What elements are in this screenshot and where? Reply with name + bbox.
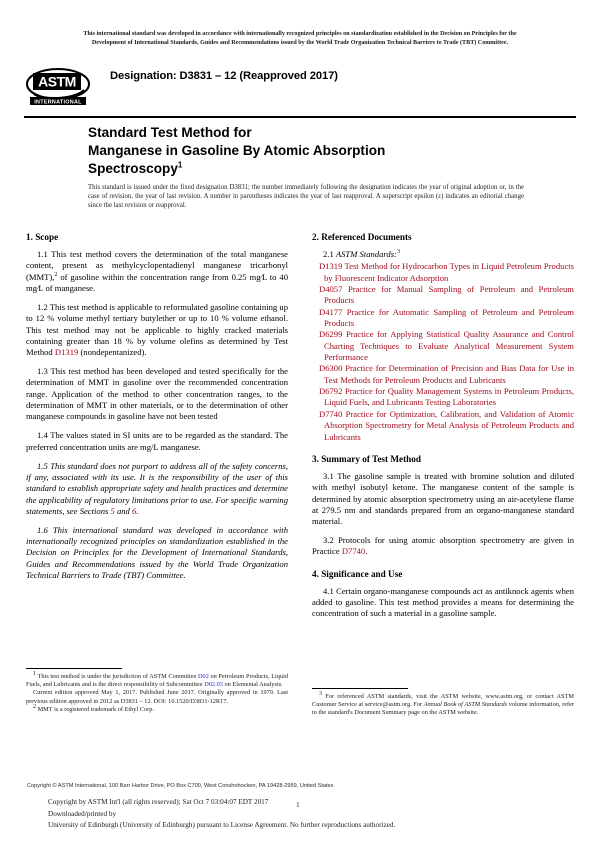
footnote-3: $^3$ For referenced ASTM standards, visit the ASTM website, www.astm.org, or contact ASTM Customer Service at service@astm.org. For Annual Book of ASTM Standards volume information, refer to the standard's Document Summary page on the ASTM website. [312,690,575,717]
astm-standards-footnote-marker: 3 [396,249,400,256]
link-d02[interactable]: D02 [198,673,209,680]
footnote-2: $^2$ MMT is a registered trademark of Ethyl Corp. [33,703,154,713]
footnote-divider-right [312,688,408,689]
footnotes-right [312,690,575,718]
paragraph-4-1: 4.1 Certain organo-manganese compounds act as antiknock agents when added to gasoline. This test method provides a means for determining the concentration of such a material in a gasoline sample. [312,585,574,619]
download-stamp [48,797,518,832]
reference-title: Practice for Determination of Precision and Bias Data for Use in Test Methods for Petroleum Products and Lubricants [324,363,575,385]
section-heading-referenced-documents: 2. Referenced Documents [312,232,412,242]
link-d4177[interactable]: D4177 [319,306,343,317]
link-section-6[interactable]: 6 [131,505,137,516]
masthead-divider [24,116,576,118]
link-d6300[interactable]: D6300 [319,363,343,374]
list-item[interactable] [312,307,574,330]
svg-text:ASTM: ASTM [38,73,76,90]
link-d7740[interactable]: D7740 [319,408,343,419]
link-d1319[interactable]: D1319 [54,347,79,358]
astm-logo-icon [24,66,92,112]
reference-title: Practice for Optimization, Calibration, and Validation of Atomic Absorption Spectrometry for Metal Analysis of Petroleum Products and Lubricants [324,408,575,442]
copyright-line: Copyright © ASTM International, 100 Barr Harbor Drive, PO Box C700, West Conshohocken, PA 19428-2959, United States [27,783,334,789]
download-stamp-line-1: Copyright by ASTM Int'l (all rights reserved); Sat Oct 7 03:04:07 EDT 2017 [48,798,269,806]
referenced-documents-list [312,261,574,443]
list-item[interactable] [312,386,574,409]
reference-title: Practice for Applying Statistical Quality Assurance and Control Charting Techniques to Evaluate Analytical Measurement System Performance [324,329,574,363]
footnotes-left [26,670,288,714]
section-heading-summary: 3. Summary of Test Method [312,453,421,464]
paragraph-1-2: 1.2 This test method is applicable to reformulated gasoline containing up to 12 % volume methyl tertiary butylether or up to 10 % volume ethanol. This test method may not be applicable to highly cracked materials containing greater than 18 % by volume olefins as determined by Test Method D1319 (nondepentanized). [26,301,288,358]
paragraph-1-5: 1.5 This standard does not purport to address all of the safety concerns, if any, associated with its use. It is the responsibility of the user of this standard to establish appropriate safety and health practices and determine the applicability of regulatory limitations prior to use. For specific warning statements, see Sections 5 and 6. [26,460,288,516]
link-d7740[interactable]: D7740 [341,546,366,557]
link-d4057[interactable]: D4057 [319,284,343,295]
title-footnote-marker: 1 [177,160,183,170]
column-right [312,232,574,620]
paragraph-3-2: 3.2 Protocols for using atomic absorption spectrometry are given in Practice D7740. [312,535,574,557]
masthead [24,66,576,112]
link-d6299[interactable]: D6299 [319,329,343,340]
list-item[interactable] [312,261,574,284]
paragraph-3-1: 3.1 The gasoline sample is treated with bromine solution and diluted with methyl isobutyl ketone. The manganese content of the sample is determined by atomic absorption spectrometry using an air-acetylene flame at 279.5 nm and standards prepared from an organo-manganese standard material. [312,470,574,527]
link-d6792[interactable]: D6792 [319,386,343,397]
paragraph-1-4: 1.4 The values stated in SI units are to be regarded as the standard. The preferred concentration units are mg/L manganese. [26,430,288,452]
annual-book-italic: Annual Book of ASTM Standards [423,701,508,709]
tbt-banner-line-2: Development of International Standards, Guides and Recommendations issued by the World Trade Organization Technical Barriers to Trade (TBT) Committee. [91,39,509,46]
title-line-2: Manganese in Gasoline By Atomic Absorption [88,143,386,159]
paragraph-1-6: 1.6 This international standard was developed in accordance with internationally recognized principles on standardization established in the Decision on Principles for the Development of International Standards, Guides and Recommendations issued by the World Trade Organization Technical Barriers to Trade (TBT) Committee. [26,524,288,581]
link-section-5[interactable]: 5 [110,505,115,516]
section-heading-significance: 4. Significance and Use [312,568,403,579]
footnote-1: $^1$ This test method is under the jurisdiction of ASTM Committee D02 on Petroleum Products, Liquid Fuels, and Lubricants and is the direct responsibility of Subcommittee D02.03 on Elemental Analysis. [26,670,288,689]
download-stamp-line-3: University of Edinburgh (University of Edinburgh) pursuant to License Agreement. No further reproductions authorized. [48,821,396,830]
title-line-1: Standard Test Method for [88,125,252,140]
tbt-banner-line-1: This international standard was developed in accordance with internationally recognized principles on standardization established in the Decision on Principles for the [83,31,517,37]
reference-title: Test Method for Hydrocarbon Types in Liquid Petroleum Products by Fluorescent Indicator Adsorption [324,261,574,283]
reference-title: Practice for Automatic Sampling of Petroleum and Petroleum Products [324,306,574,329]
page-title [88,124,508,179]
tbt-banner [30,30,570,47]
footnote-current-edition: Current edition approved May 1, 2017. Published June 2017. Originally approved in 1979. Last previous edition approved in 2012 as D3831 – 12. DOI: 10.1520/D3831-12R17. [26,689,288,705]
download-stamp-line-2: Downloaded/printed by [48,809,117,818]
section-heading-scope: 1. Scope [26,232,59,242]
subsection-astm-standards: 2.1 ASTM Standards:$^3$ [323,249,400,259]
link-d1319[interactable]: D1319 [319,261,343,272]
list-item[interactable] [312,329,574,363]
footnote-divider-left [26,668,122,669]
list-item[interactable] [312,284,574,307]
designation-line: Designation: D3831 – 12 (Reapproved 2017) [110,70,338,82]
list-item[interactable] [312,363,574,386]
paragraph-1-1: 1.1 This test method covers the determination of the total manganese content, present as methylcyclopentadienyl manganese tricarbonyl (MMT),$^2$ of gasoline within the concentration range from 0.25 mg∕L to 40 mg∕L of manganese. [26,249,288,294]
title-line-3: Spectroscopy$^1$ [88,160,183,177]
svg-text:INTERNATIONAL: INTERNATIONAL [34,99,82,106]
reference-title: Practice for Manual Sampling of Petroleum and Petroleum Products [324,284,574,306]
list-item[interactable] [312,409,574,443]
astm-logo [24,66,92,112]
paragraph-1-3: 1.3 This test method has been developed and tested specifically for the determination of MMT in gasoline over the recommended concentration range. Application of the method to other concentration ranges, to the determination of MMT in other materials, or to the determination of other manganese compounds in gasoline have not been tested [26,366,288,422]
reference-title: Practice for Quality Management Systems in Petroleum Products, Liquid Fuels, and Lubricants Testing Laboratories [324,386,574,408]
page-number: 1 [296,800,300,809]
column-left [26,232,288,581]
issuance-note: This standard is issued under the fixed designation D3831; the number immediately following the designation indicates the year of original adoption or, in the case of revision, the year of last revision. A number in parentheses indicates the year of last reapproval. A superscript epsilon (ε) indicates an editorial change since the last revision or reapproval. [88,184,524,210]
link-d02-03[interactable]: D02.03 [204,681,223,689]
mmt-footnote-marker: 2 [54,271,58,278]
